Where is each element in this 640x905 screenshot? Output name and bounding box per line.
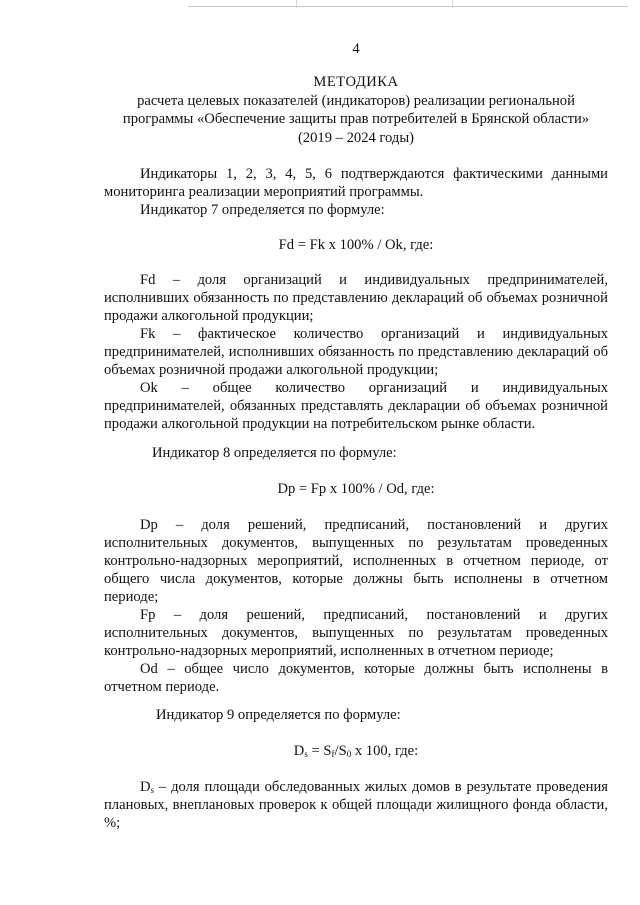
intro-paragraph: Индикаторы 1, 2, 3, 4, 5, 6 подтверждаются фактическими данными мониторинга реализации мероприятий программы. [104,166,608,200]
definition-od: Od – общее число документов, которые должны быть исполнены в отчетном периоде. [104,661,608,695]
indicator-7-formula: Fd = Fk x 100% / Ok, где: [278,237,434,253]
title-main: МЕТОДИКА [313,74,399,90]
definition-dp: Dp – доля решений, предписаний, постановлений и других исполнительных документов, выпущенных по результатам проведенных контрольно-надзорных мероприятий, исполненных в отчетном периоде, от общего числа документов, которые должны быть исполнены в отчетном периоде; [104,517,608,605]
title-line: (2019 – 2024 годы) [297,129,415,146]
definition-fk: Fk – фактическое количество организаций и индивидуальных предпринимателей, исполнивших обязанность по представлению деклараций об объемах розничной продажи алкогольной продукции; [104,326,608,378]
scan-edge-tick [452,0,453,8]
definition-fd: Fd – доля организаций и индивидуальных предпринимателей, исполнивших обязанность по представлению деклараций об объемах розничной продажи алкогольной продукции; [104,272,608,324]
scan-edge-tick [296,0,297,8]
definition-ok: Ok – общее количество организаций и индивидуальных предпринимателей, обязанных представлять декларации об объемах розничной продажи алкогольной продукции на потребительском рынке области. [104,380,608,432]
definition-ds: $D_s$ – доля площади обследованных жилых домов в результате проведения плановых, внеплановых проверок к общей площади жилищного фонда области, %; [104,779,608,831]
indicator-8-formula: Dp = Fp x 100% / Od, где: [277,481,435,497]
scan-edge-line [188,6,628,7]
indicator-7-heading: Индикатор 7 определяется по формуле: [140,202,385,218]
indicator-9-heading: Индикатор 9 определяется по формуле: [156,707,401,723]
title-line: программы «Обеспечение защиты прав потребителей в Брянской области» [122,111,590,127]
page-number: 4 [352,41,360,57]
indicator-8-heading: Индикатор 8 определяется по формуле: [152,445,397,461]
definition-fp: Fp – доля решений, предписаний, постановлений и других исполнительных документов, выпущенных по результатам проведенных контрольно-надзорных мероприятий, исполненных в отчетном периоде; [104,607,608,659]
title-block [104,73,608,147]
indicator-9-formula: $D_s = S_f/S_0$ x 100, где: [293,743,419,759]
title-line: расчета целевых показателей (индикаторов) реализации региональной [137,92,575,109]
